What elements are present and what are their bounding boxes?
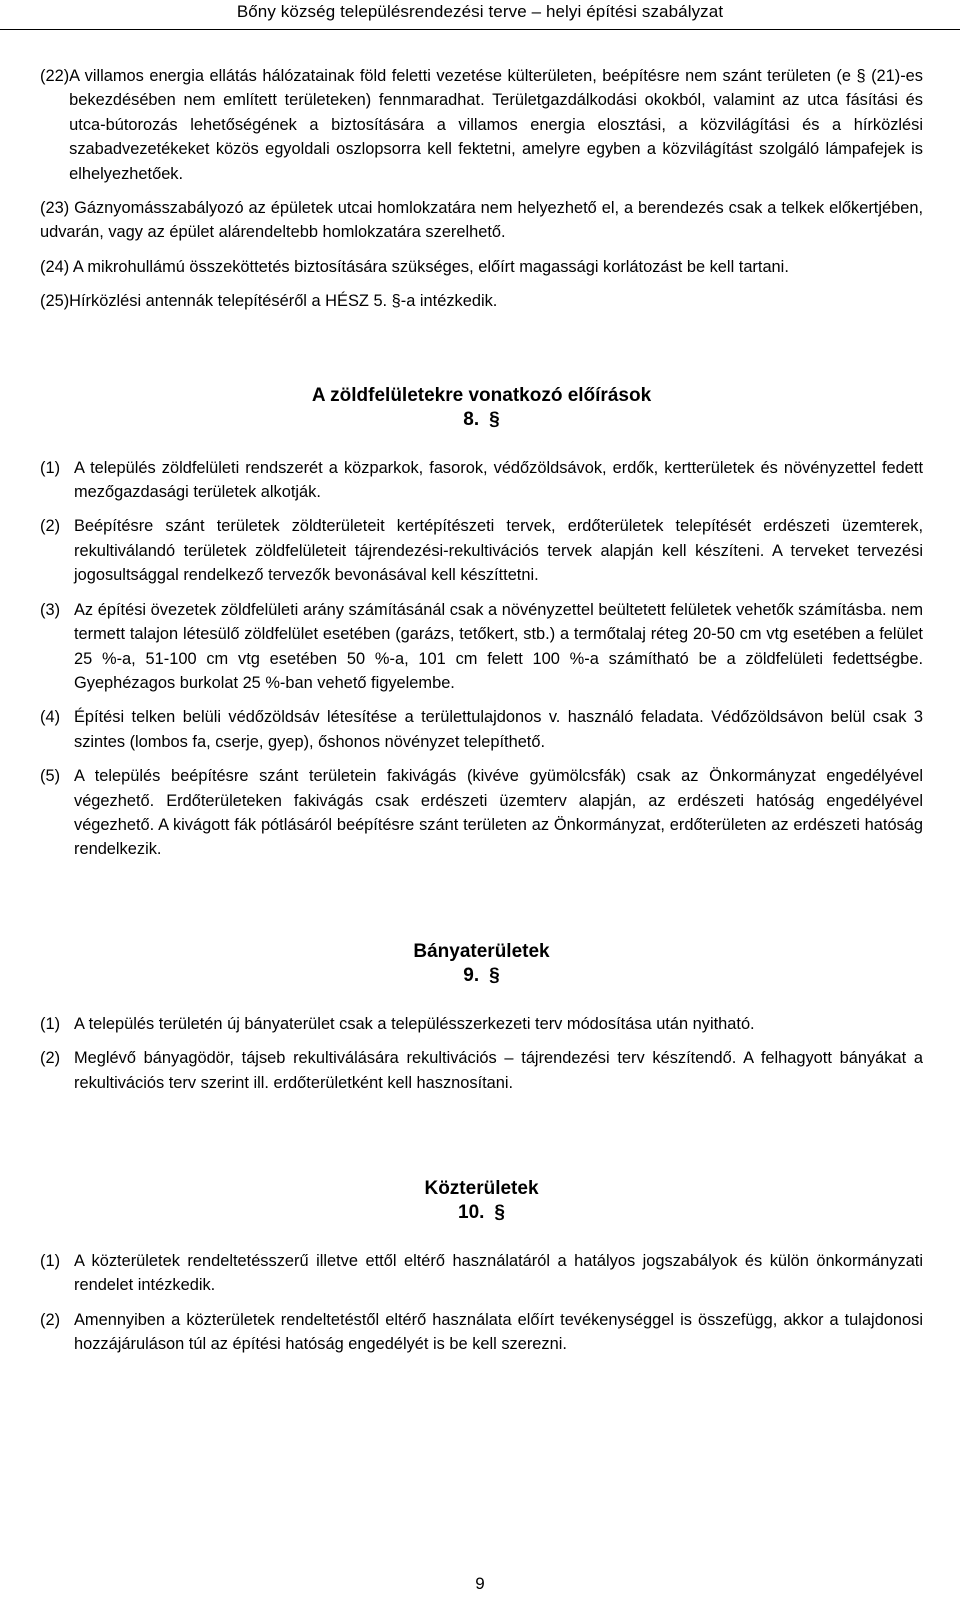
section-number (40, 964, 923, 988)
section-sign: § (489, 964, 500, 986)
item-text: A település zöldfelületi rendszerét a közparkok, fasorok, védőzöldsávok, erdők, kertterületek és növényzettel fedett mezőgazdasági területek alkotják. (74, 458, 923, 502)
section-number (40, 408, 923, 432)
section-9-item-2 (40, 1046, 923, 1095)
item-number: (1) (40, 1251, 61, 1270)
section-number (40, 1201, 923, 1225)
section-8 (40, 384, 923, 862)
section-8-item-5 (40, 764, 923, 862)
paragraph-number: (23) (40, 199, 70, 218)
section-8-item-2 (40, 514, 923, 587)
section-10-item-1 (40, 1249, 923, 1298)
item-number: (3) (40, 600, 61, 619)
item-number: (2) (40, 1310, 61, 1329)
page-header-title: Bőny község településrendezési terve – helyi építési szabályzat (236, 2, 724, 21)
section-number-text: 10. (458, 1201, 485, 1223)
item-number: (2) (40, 1049, 61, 1068)
paragraph-number: (24) (40, 257, 70, 276)
paragraph-number: (25) (40, 292, 70, 311)
section-title: Bányaterületek (413, 940, 550, 962)
item-number: (5) (40, 767, 61, 786)
item-text: Építési telken belüli védőzöldsáv létesítése a területtulajdonos v. használó feladata. Védőzöldsávon belül csak 3 szintes (lombos fa, cserje, gyep), őshonos növényzet telepíthető. (74, 708, 923, 751)
item-text: A település területén új bányaterület csak a településszerkezeti terv módosítása után nyitható. (74, 1014, 755, 1033)
header-divider (0, 29, 960, 30)
section-sign: § (489, 408, 500, 430)
item-text: Beépítésre szánt területek zöldterületeit kertépítészeti tervek, erdőterületek telepítését erdészeti üzemterek, rekultiválandó területek zöldfelületeit tájrendezési-rekultivációs tervek alapján kell készíteni. A terveket tervezési jogosultsággal rendelkező tervezők bevonásával kell készíttetni. (74, 517, 923, 585)
section-number-text: 9. (463, 964, 480, 986)
paragraph-22 (40, 64, 923, 186)
section-9 (40, 940, 923, 1095)
paragraph-23 (40, 196, 923, 245)
section-8-item-1 (40, 456, 923, 505)
item-text: Amennyiben a közterületek rendeltetéstől eltérő használata előírt tevékenységgel is összefügg, akkor a tulajdonosi hozzájáruláson túl az építési hatóság engedélyét is be kell szerezni. (74, 1310, 923, 1354)
section-10 (40, 1177, 923, 1357)
item-number: (4) (40, 708, 61, 727)
paragraph-text: Gáznyomásszabályozó az épületek utcai homlokzatára nem helyezhető el, a berendezés csak a telkek előkertjében, udvarán, vagy az épület alárendeltebb homlokzatára szerelhető. (40, 199, 924, 242)
paragraph-25 (40, 289, 923, 313)
paragraph-text: A villamos energia ellátás hálózatainak föld feletti vezetése külterületen, beépítésre nem szánt területen (e § (21)-es bekezdésében nem említett területeken) fennmaradhat. Területgazdálkodási okokból, valamint az utca fásítási és utca-bútorozás lehetőségének a biztosítására a villamos energia elosztási, a közvilágítási és a hírközlési szabadvezetékeket közös egyoldali oszlopsorra kell fektetni, amelyre egyben a közvilágítást szolgáló lámpafejek is elhelyezhetőek. (69, 67, 923, 183)
paragraph-24 (40, 255, 923, 279)
section-8-item-4 (40, 705, 923, 754)
section-10-item-2 (40, 1308, 923, 1357)
section-sign: § (494, 1201, 505, 1223)
page-number: 9 (475, 1574, 485, 1593)
item-number: (1) (40, 1014, 61, 1033)
item-text: Az építési övezetek zöldfelületi arány számításánál csak a növényzettel beültetett felületek vehetők számításba. nem termett talajon létesülő zöldfelület esetében (garázs, tetőkert, stb.) a termőtalaj réteg 20-50 cm vtg esetében a felület 25 %-a, 51-100 cm vtg esetében 50 %-a, 101 cm felett 100 %-a számítható be a zöldfelületi fedettségbe. Gyephézagos burkolat 25 %-ban vehető figyelembe. (74, 600, 923, 692)
item-text: A település beépítésre szánt területein fakivágás (kivéve gyümölcsfák) csak az Önkormányzat engedélyével végezhető. Erdőterületeken fakivágás csak erdészeti üzemterv alapján, az erdészeti hatóság engedélyével végezhető. A kivágott fák pótlásáról beépítésre szánt területen az Önkormányzat, erdőterületen az erdészeti hatóság rendelkezik. (74, 767, 923, 859)
document-body (40, 64, 923, 1357)
item-text: Meglévő bányagödör, tájseb rekultiválására rekultivációs – tájrendezési terv készítendő. A felhagyott bányákat a rekultivációs terv szerint ill. erdőterületként kell hasznosítani. (74, 1049, 923, 1092)
section-9-item-1 (40, 1012, 923, 1036)
paragraph-number: (22) (40, 67, 70, 85)
item-text: A közterületek rendeltetésszerű illetve ettől eltérő használatáról a hatályos jogszabályok és külön önkormányzati rendelet intézkedik. (74, 1251, 923, 1295)
section-8-item-3 (40, 598, 923, 696)
item-number: (2) (40, 517, 61, 536)
section-title: A zöldfelületekre vonatkozó előírások (311, 384, 652, 406)
item-number: (1) (40, 458, 61, 477)
section-number-text: 8. (463, 408, 480, 430)
section-title: Közterületek (424, 1177, 539, 1199)
paragraph-text: Hírközlési antennák telepítéséről a HÉSZ 5. §-a intézkedik. (69, 292, 498, 311)
paragraph-text: A mikrohullámú összeköttetés biztosítására szükséges, előírt magassági korlátozást be kell tartani. (72, 257, 789, 276)
